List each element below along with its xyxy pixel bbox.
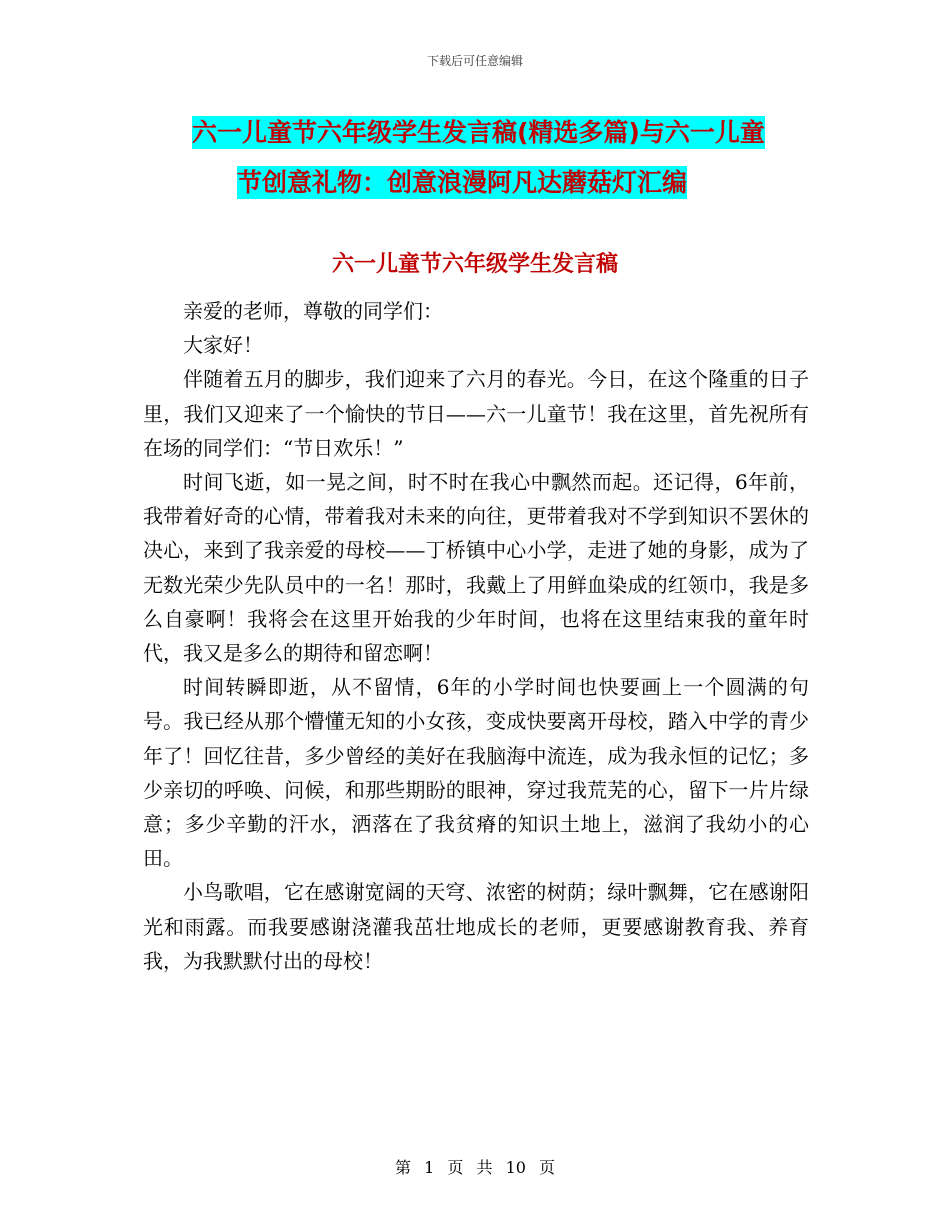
section-title: 六一儿童节六年级学生发言稿 xyxy=(331,252,618,277)
document-title xyxy=(130,108,840,208)
page-footer xyxy=(0,1155,950,1178)
paragraph-greeting: 大家好！ xyxy=(183,333,263,358)
paragraph: 伴随着五月的脚步，我们迎来了六月的春光。今日，在这个隆重的日子里，我们又迎来了一个愉快的节日——六一儿童节！我在这里，首先祝所有在场的同学们：“节日欢乐！” xyxy=(143,367,809,460)
footer-suffix: 页 xyxy=(539,1158,556,1177)
title-line-1-text: 六一儿童节六年级学生发言稿(精选多篇)与六一儿童 xyxy=(192,118,765,147)
paragraph: 小鸟歌唱，它在感谢宽阔的天穹、浓密的树荫；绿叶飘舞，它在感谢阳光和雨露。而我要感谢浇灌我茁壮地成长的老师，更要感谢教育我、养育我，为我默默付出的母校！ xyxy=(143,880,809,973)
current-page-number: 1 xyxy=(424,1158,435,1177)
footer-prefix: 第 xyxy=(394,1158,411,1177)
footer-page-word: 页 xyxy=(447,1158,464,1177)
footer-total-word: 共 xyxy=(476,1158,493,1177)
title-line-2 xyxy=(130,158,840,208)
paragraph-salutation: 亲爱的老师，尊敬的同学们： xyxy=(183,299,443,323)
total-page-number: 10 xyxy=(505,1158,526,1177)
paragraph: 时间飞逝，如一晃之间，时不时在我心中飘然而起。还记得，6年前，我带着好奇的心情，带着我对未来的向往，更带着我对不学到知识不罢休的决心，来到了我亲爱的母校——丁桥镇中心小学，走进了她的身影，成为了无数光荣少先队员中的一名！那时，我戴上了用鲜血染成的红领巾，我是多么自豪啊！我将会在这里开始我的少年时间，也将在这里结束我的童年时代，我又是多么的期待和留恋啊！ xyxy=(143,470,809,666)
title-line-1 xyxy=(130,108,840,158)
title-line-2-text: 节创意礼物：创意浪漫阿凡达蘑菇灯汇编 xyxy=(237,168,688,197)
paragraph: 时间转瞬即逝，从不留情，6年的小学时间也快要画上一个圆满的句号。我已经从那个懵懂无知的小女孩，变成快要离开母校，踏入中学的青少年了！回忆往昔，多少曾经的美好在我脑海中流连，成为我永恒的记忆；多少亲切的呼唤、问候，和那些期盼的眼神，穿过我荒芜的心，留下一片片绿意；多少辛勤的汗水，洒落在了我贫瘠的知识土地上，滋润了我幼小的心田。 xyxy=(143,675,809,871)
body-text xyxy=(143,294,809,978)
header-note: 下载后可任意编辑 xyxy=(426,54,523,68)
